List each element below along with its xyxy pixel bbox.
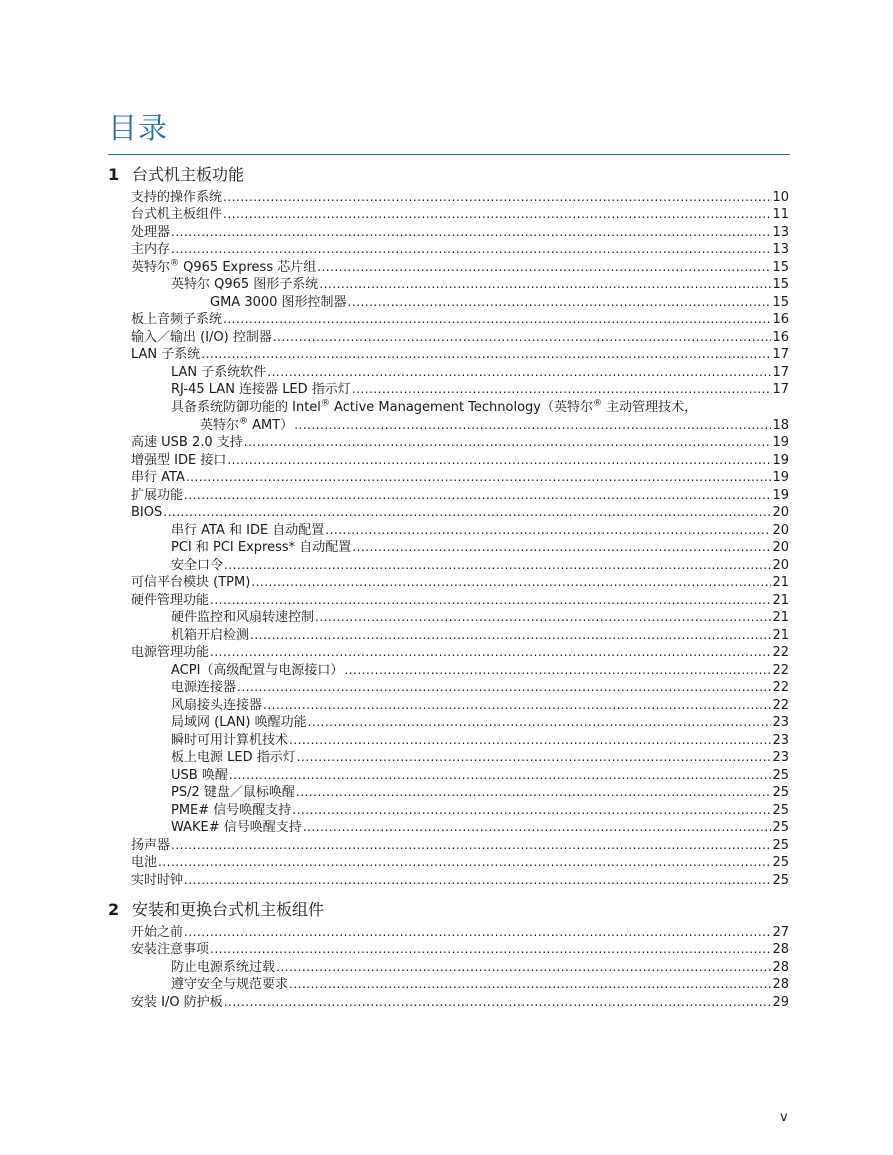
toc-entry[interactable]: 增强型 IDE 接口 ..... 19 — [131, 452, 789, 469]
toc-entry[interactable]: 风扇接头连接器 ..... 22 — [171, 697, 789, 714]
toc-entry[interactable]: 高速 USB 2.0 支持 ..... 19 — [131, 434, 789, 451]
toc-entry[interactable]: 局域网 (LAN) 唤醒功能 ..... 23 — [171, 714, 789, 731]
toc-entry[interactable]: 英特尔® AMT） ..... 18 — [200, 417, 789, 434]
toc-entry[interactable]: 硬件管理功能 ..... 21 — [131, 592, 789, 609]
toc-entry[interactable]: 安装注意事项 ..... 28 — [131, 941, 789, 958]
toc-entry[interactable]: 板上音频子系统 ..... 16 — [131, 311, 789, 328]
toc-entry[interactable]: 支持的操作系统 ..... 10 — [131, 189, 789, 206]
toc-entry[interactable]: 电源连接器 ..... 22 — [171, 679, 789, 696]
toc-entry[interactable]: 台式机主板组件 ..... 11 — [131, 206, 789, 223]
toc-entry[interactable]: 电源管理功能 ..... 22 — [131, 644, 789, 661]
footer-page-number: v — [780, 1110, 788, 1125]
toc-entry[interactable]: 安全口令 ..... 20 — [171, 557, 789, 574]
toc-entry[interactable]: 瞬时可用计算机技术 ..... 23 — [171, 732, 789, 749]
toc-entry[interactable]: WAKE# 信号唤醒支持 ..... 25 — [171, 819, 789, 836]
toc-entry[interactable]: PCI 和 PCI Express* 自动配置 ..... 20 — [171, 539, 789, 556]
toc-entry[interactable]: 英特尔® Q965 Express 芯片组 ..... 15 — [131, 259, 789, 276]
toc-entry[interactable]: 主内存 ..... 13 — [131, 241, 789, 258]
toc-entry[interactable]: 开始之前 ..... 27 — [131, 924, 789, 941]
toc-entry-wrapped[interactable]: 具备系统防御功能的 Intel® Active Management Technology（英特尔® 主动管理技术， — [171, 398, 698, 415]
toc-entry[interactable]: RJ-45 LAN 连接器 LED 指示灯 ..... 17 — [171, 381, 789, 398]
chapter-heading-2: 2 安装和更换台式机主板组件 — [108, 900, 325, 919]
page-title: 目录 — [108, 111, 169, 145]
title-rule — [108, 154, 790, 155]
chapter-heading-1: 1 台式机主板功能 — [108, 165, 245, 184]
toc-entry[interactable]: 扩展功能 ..... 19 — [131, 487, 789, 504]
toc-entry[interactable]: 电池 ..... 25 — [131, 854, 789, 871]
toc-entry[interactable]: 处理器 ..... 13 — [131, 224, 789, 241]
toc-entry[interactable]: 串行 ATA 和 IDE 自动配置 ..... 20 — [171, 522, 789, 539]
toc-entry[interactable]: 英特尔 Q965 图形子系统 ..... 15 — [171, 276, 789, 293]
toc-entry[interactable]: PS/2 键盘／鼠标唤醒 ..... 25 — [171, 784, 789, 801]
toc-entry[interactable]: 可信平台模块 (TPM) ..... 21 — [131, 574, 789, 591]
toc-entry[interactable]: 遵守安全与规范要求 ..... 28 — [171, 976, 789, 993]
toc-entry[interactable]: LAN 子系统 ..... 17 — [131, 346, 789, 363]
toc-entry[interactable]: PME# 信号唤醒支持 ..... 25 — [171, 802, 789, 819]
toc-entry[interactable]: USB 唤醒 ..... 25 — [171, 767, 789, 784]
toc-entry[interactable]: 板上电源 LED 指示灯 ..... 23 — [171, 749, 789, 766]
toc-entry[interactable]: BIOS ..... 20 — [131, 504, 789, 521]
toc-entry[interactable]: 实时时钟 ..... 25 — [131, 872, 789, 889]
toc-entry[interactable]: 串行 ATA ..... 19 — [131, 469, 789, 486]
toc-entry[interactable]: LAN 子系统软件 ..... 17 — [171, 364, 789, 381]
toc-entry[interactable]: GMA 3000 图形控制器 ..... 15 — [210, 294, 789, 311]
toc-entry[interactable]: 防止电源系统过载 ..... 28 — [171, 959, 789, 976]
toc-entry[interactable]: ACPI（高级配置与电源接口） ..... 22 — [171, 662, 789, 679]
toc-entry[interactable]: 安装 I/O 防护板 ..... 29 — [131, 994, 789, 1011]
toc-entry[interactable]: 输入／输出 (I/O) 控制器 ..... 16 — [131, 329, 789, 346]
toc-entry[interactable]: 扬声器 ..... 25 — [131, 837, 789, 854]
toc-entry[interactable]: 机箱开启检测 ..... 21 — [171, 627, 789, 644]
toc-entry[interactable]: 硬件监控和风扇转速控制 ..... 21 — [171, 609, 789, 626]
